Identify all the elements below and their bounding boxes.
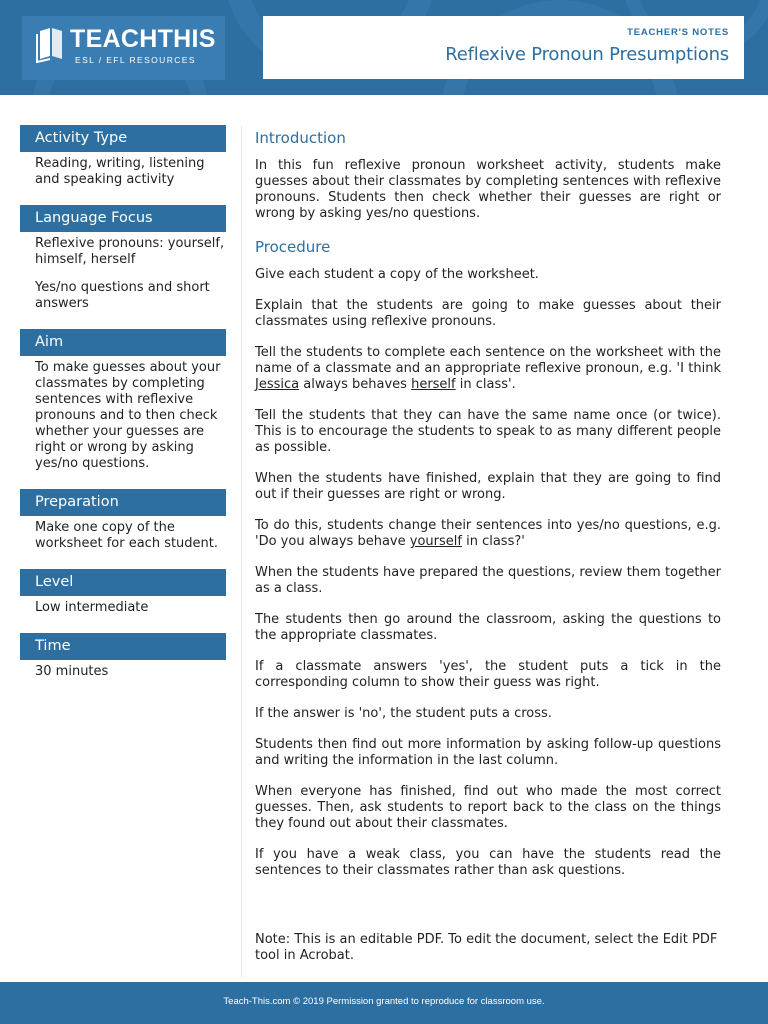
sidebar [20,125,226,692]
procedure-step-9: If a classmate answers 'yes', the student puts a tick in the corresponding column to show their guess was right. [255,659,721,690]
procedure-step-1: Give each student a copy of the worksheet. [255,267,539,282]
logo-text: TEACHTHIS [70,25,216,53]
preparation-heading: Preparation [20,489,226,516]
step-3-text-a: Tell the students to complete each sentence on the worksheet with the name of a classmate and an appropriate reflexive pronoun, e.g. 'I think [255,345,721,376]
procedure-step-5: When the students have finished, explain that they are going to find out if their guesses are right or wrong. [255,471,721,502]
preparation-text: Make one copy of the worksheet for each student. [35,520,219,551]
step-6-text-a: To do this, students change their sentences into yes/no questions, e.g. 'Do you always behave [255,518,721,549]
procedure-step-12: When everyone has finished, find out who made the most correct guesses. Then, ask students to report back to the class on the things they found out about their classmates. [255,784,721,831]
procedure-step-11: Students then find out more information by asking follow-up questions and writing the information in the last column. [255,737,721,768]
title-box [263,16,744,79]
time-heading: Time [20,633,226,660]
procedure-step-3 [255,345,721,393]
procedure-step-2: Explain that the students are going to make guesses about their classmates using reflexive pronouns. [255,298,721,329]
activity-type-body [20,152,226,188]
time-text: 30 minutes [35,664,109,679]
step-3-text-b: always behaves [299,377,412,392]
book-icon [36,26,66,64]
activity-type-heading: Activity Type [20,125,226,152]
procedure-step-4: Tell the students that they can have the same name once (or twice). This is to encourage the students to speak to as many different people as possible. [255,408,721,455]
procedure-step-8: The students then go around the classroom, asking the questions to the appropriate classmates. [255,612,721,643]
language-focus-line2: Yes/no questions and short answers [35,280,210,311]
main-content [255,128,721,894]
procedure-step-6 [255,518,721,550]
aim-text: To make guesses about your classmates by completing sentences with reflexive pronouns and to then check whether your guesses are right or wrong by asking yes/no questions. [35,360,221,471]
language-focus-body [20,232,226,312]
level-text: Low intermediate [35,600,149,615]
procedure-step-13: If you have a weak class, you can have the students read the sentences to their classmates rather than ask questions. [255,847,721,878]
page-title: Reflexive Pronoun Presumptions [445,44,729,65]
level-body [20,596,226,616]
time-body [20,660,226,680]
step-6-text-b: in class?' [461,534,525,549]
procedure-heading: Procedure [255,238,331,256]
logo [22,16,225,80]
editable-pdf-note: Note: This is an editable PDF. To edit the document, select the Edit PDF tool in Acrobat. [255,932,718,963]
page-header [0,0,768,95]
column-divider [241,126,242,978]
procedure-step-10: If the answer is 'no', the student puts a cross. [255,706,552,721]
activity-type-text: Reading, writing, listening and speaking activity [35,156,205,187]
preparation-body [20,516,226,552]
introduction-heading: Introduction [255,129,346,147]
level-heading: Level [20,569,226,596]
example-name-jessica: Jessica [255,377,300,392]
procedure-step-7: When the students have prepared the questions, review them together as a class. [255,565,721,596]
aim-heading: Aim [20,329,226,356]
introduction-text: In this fun reflexive pronoun worksheet activity, students make guesses about their classmates by completing sentences with reflexive pronouns. Students then check whether their guesses are right or wrong by asking yes/no questions. [255,158,721,221]
teachers-notes-label: TEACHER'S NOTES [627,27,729,38]
aim-body [20,356,226,472]
language-focus-heading: Language Focus [20,205,226,232]
page-footer [0,982,768,1024]
step-3-text-c: in class'. [455,377,516,392]
example-pronoun-herself: herself [411,377,456,392]
logo-subtitle: ESL / EFL RESOURCES [75,55,196,65]
example-pronoun-yourself: yourself [409,534,462,549]
language-focus-line1: Reflexive pronouns: yourself, himself, herself [35,236,225,267]
copyright-text: Teach-This.com © 2019 Permission granted to reproduce for classroom use. [223,996,545,1007]
